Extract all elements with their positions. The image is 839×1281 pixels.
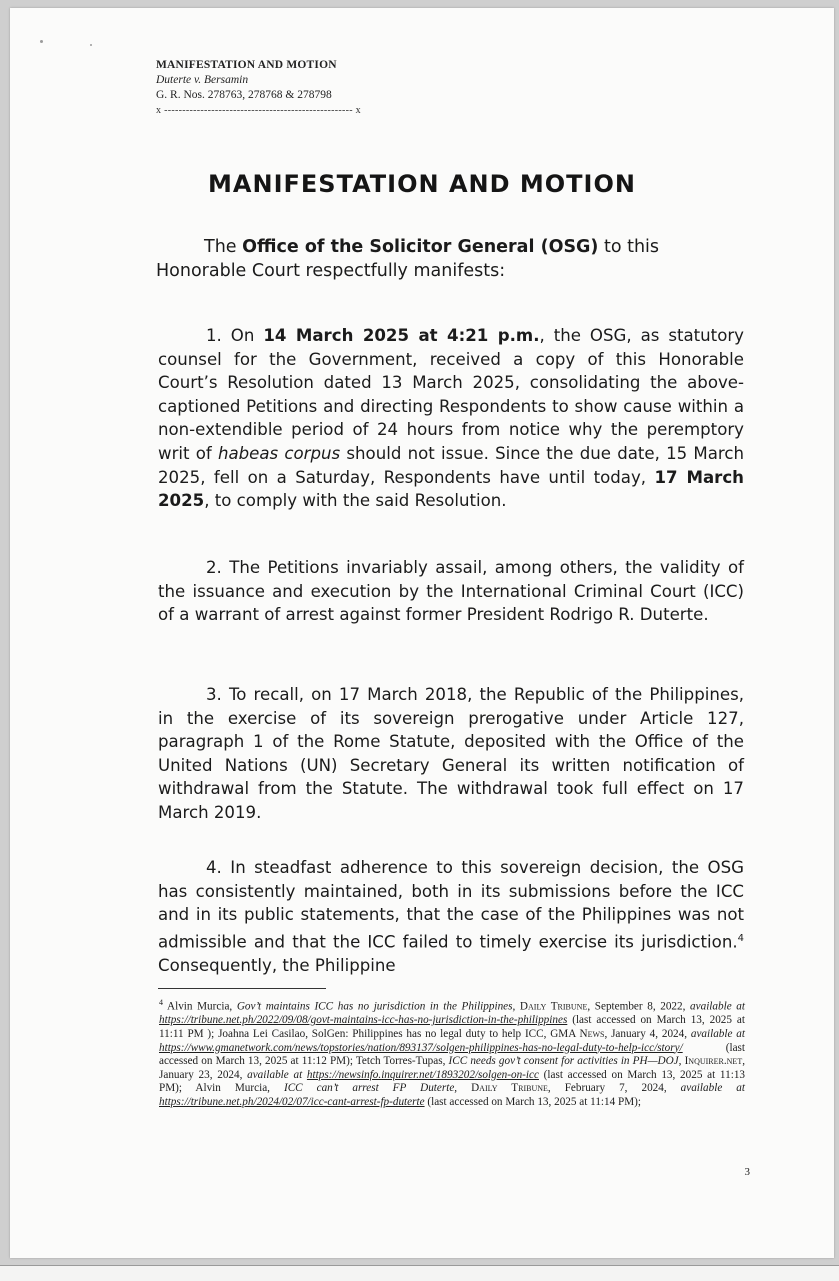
intro-post: to this Honorable Court respectfully manifests: <box>156 237 660 281</box>
footnote-article-title: ICC needs gov’t consent for activities in PH—DOJ, <box>448 1055 682 1068</box>
footnote-available: available at <box>690 1027 745 1040</box>
footnote-text: , February 7, 2024, <box>547 1082 681 1095</box>
footnote-text: Alvin Murcia, <box>163 1000 237 1013</box>
paragraph-number: 4. <box>206 858 222 877</box>
paragraph-3 <box>158 683 744 825</box>
document-page <box>10 8 834 1258</box>
footnote-available: available at <box>680 1082 745 1095</box>
footnote-publication: Daily Tribune <box>457 1082 548 1095</box>
paragraph-number: 3. <box>206 685 222 704</box>
scan-speck <box>90 44 92 46</box>
footnote-marker: 4 <box>159 998 163 1007</box>
paragraph-1 <box>158 324 744 513</box>
footnote-available: available at <box>247 1068 303 1081</box>
footnote-available: available at <box>690 1000 746 1013</box>
scan-speck <box>40 40 43 43</box>
paragraph-2 <box>158 556 744 627</box>
footnote-text: , January 4, 2024, <box>604 1027 691 1040</box>
paragraph-text: The Petitions invariably assail, among others, the validity of the issuance and execution by the International Criminal Court (ICC) of a warrant of arrest against former President Rodrigo R. Duterte. <box>158 558 744 625</box>
paragraph-text: To recall, on 17 March 2018, the Republic of the Philippines, in the exercise of its sovereign prerogative under Article 127, paragraph 1 of the Rome Statute, deposited with the Office of the United Nations (UN) Secretary General its written notification of withdrawal from the Statute. The withdrawal took full effect on 17 March 2019. <box>158 685 744 822</box>
page-number: 3 <box>744 1166 750 1178</box>
footnote-4 <box>159 996 745 1109</box>
paragraph-text: On <box>221 326 264 345</box>
caption-title: MANIFESTATION AND MOTION <box>156 59 337 71</box>
caption-gr-numbers: G. R. Nos. 278763, 278768 & 278798 <box>156 89 332 101</box>
footnote-link[interactable]: https://newsinfo.inquirer.net/1893202/solgen-on-icc <box>306 1068 539 1081</box>
footnote-divider <box>158 988 326 989</box>
intro-pre: The <box>204 237 243 257</box>
footnote-text: , January 23, 2024, <box>159 1055 745 1081</box>
paragraph-number: 1. <box>206 326 222 345</box>
document-title: MANIFESTATION AND MOTION <box>208 170 636 198</box>
paragraph-text: , the OSG, as statutory counsel for the Government, received a copy of this Honorable Court’s Resolution dated 13 March 2025, consolidating the above-captioned Petitions and directing Respondents to show cause within a non-extendible period of 24 hours from notice why the peremptory writ of <box>158 326 744 463</box>
footnote-text: (last accessed on March 13, 2025 at 11:12 PM); Tetch Torres-Tupas, <box>159 1041 745 1068</box>
footnote-publication: Daily Tribune <box>515 1000 588 1013</box>
case-caption <box>156 58 361 118</box>
paragraph-bold: 14 March 2025 at 4:21 p.m. <box>263 326 540 345</box>
footnote-reference[interactable]: 4 <box>737 932 744 944</box>
paragraph-italic: habeas corpus <box>217 443 341 463</box>
paragraph-text: should not issue. Since the due date, 15 March 2025, fell on a Saturday, Respondents have until today, <box>158 443 744 487</box>
footnote-text: (last accessed on March 13, 2025 at 11:11 PM ); Joahna Lei Casilao, SolGen: Philippines has no legal duty to help ICC, <box>159 1014 745 1040</box>
footnote-text: (last accessed on March 13, 2025 at 11:13 PM); Alvin Murcia, <box>159 1068 746 1095</box>
paragraph-text: In steadfast adherence to this sovereign decision, the OSG has consistently maintained, both in its submissions before the ICC and in its public statements, that the case of the Philippines was not admissible and that the ICC failed to timely exercise its jurisdiction. <box>158 858 744 952</box>
paragraph-text: , to comply with the said Resolution. <box>204 491 507 511</box>
footnote-link[interactable]: https://tribune.net.ph/2022/09/08/govt-maintains-icc-has-no-jurisdiction-in-the-philippines <box>159 1014 568 1027</box>
paragraph-number: 2. <box>206 558 222 577</box>
footnote-link[interactable]: https://tribune.net.ph/2024/02/07/icc-cant-arrest-fp-duterte <box>159 1095 425 1108</box>
caption-case-name: Duterte v. Bersamin <box>156 74 249 86</box>
footnote-text: , September 8, 2022, <box>587 1000 691 1013</box>
footnote-link[interactable]: https://www.gmanetwork.com/news/topstories/nation/893137/solgen-philippines-has-no-legal-duty-to-help-icc/story/ <box>159 1041 683 1054</box>
footnote-publication: Inquirer.net <box>681 1055 743 1068</box>
caption-rule: x ---------------------------------------------------- x <box>156 105 361 116</box>
footnote-article-title: ICC can’t arrest FP Duterte, <box>283 1082 458 1095</box>
footnote-article-title: Gov’t maintains ICC has no jurisdiction in the Philippines, <box>236 1000 516 1013</box>
intro-paragraph <box>156 235 744 283</box>
paragraph-4 <box>158 856 744 978</box>
footnote-publication: GMA News <box>550 1027 605 1040</box>
paragraph-text: Consequently, the Philippine <box>158 955 396 975</box>
footnote-text: (last accessed on March 13, 2025 at 11:14 PM); <box>424 1095 642 1108</box>
intro-bold: Office of the Solicitor General (OSG) <box>242 237 599 257</box>
paragraph-bold: 17 March 2025 <box>158 467 744 511</box>
next-page-edge <box>0 1265 839 1281</box>
